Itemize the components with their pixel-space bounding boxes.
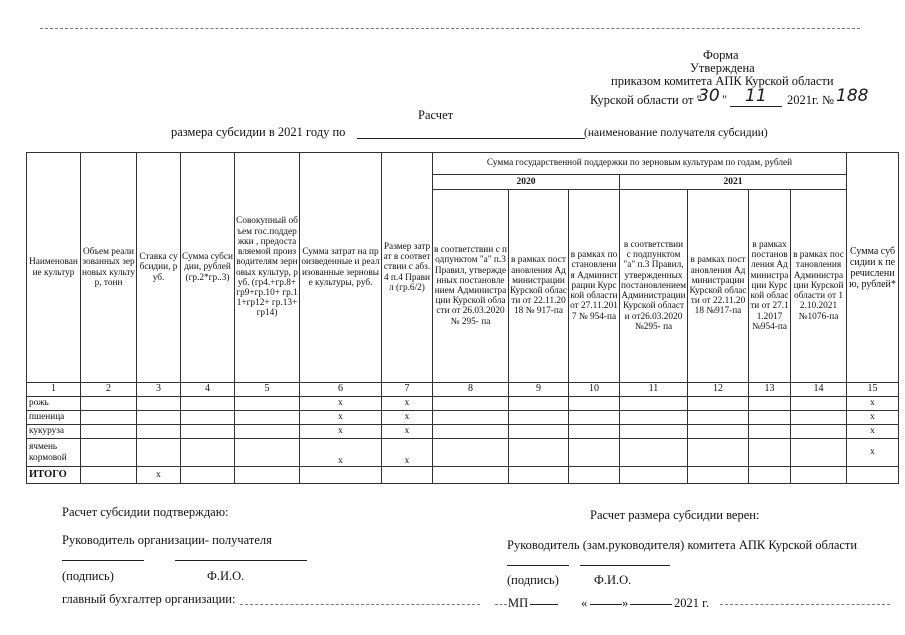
subsidy-table (26, 152, 899, 484)
right-signature-line (507, 565, 569, 566)
date-close-quote: » (622, 596, 629, 610)
column-number: 10 (569, 383, 620, 397)
column-numbers-row (27, 383, 899, 397)
subtitle-prefix: размера субсидии в 2021 году по (171, 125, 346, 139)
crop-name: кукуруза (27, 425, 81, 439)
left-fio-line (175, 560, 307, 561)
order-number: 188 (836, 86, 869, 106)
approved-label: Утверждена (690, 61, 755, 75)
cell-mark: x (382, 439, 433, 467)
left-signature-caption: (подпись) (62, 569, 114, 583)
col-header-2020-954: в рамках постановления Администрации Курской области от 27.11.2017 № 954-па (569, 190, 620, 383)
order-date-prefix: Курской области от " (590, 93, 702, 107)
table-row (27, 397, 899, 411)
cell-mark: x (300, 411, 382, 425)
table-row (27, 411, 899, 425)
cell-mark: x (382, 397, 433, 411)
cell-mark: x (300, 425, 382, 439)
left-accountant-label: главный бухгалтер организации: (62, 592, 236, 606)
column-number: 9 (509, 383, 569, 397)
col-header-2020-295: в соответствии с подпунктом "а" п.3 Правил, утвержденных постановлением Администрации Курской области от 26.03.2020 № 295- па (433, 190, 509, 383)
col-header-2021-295: в соответствии с подпунктом "а" п.3 Правил, утвержденных постановлением Администрации Курской области от26.03.2020 №295- па (620, 190, 688, 383)
column-number: 1 (27, 383, 81, 397)
column-number: 4 (181, 383, 235, 397)
year-2021-header: 2021 (620, 175, 847, 190)
crop-name: рожь (27, 397, 81, 411)
table-row (27, 439, 899, 467)
col-group-header-support: Сумма государственной поддержки по зерновым культурам по годам, рублей (433, 153, 847, 175)
col-header-2021-954: в рамках постановления Администрации Курской области от 27.11.2017 №954-па (749, 190, 791, 383)
calc-title: Расчет (418, 108, 454, 122)
year-2020-header: 2020 (433, 175, 620, 190)
right-fio-caption: Ф.И.О. (594, 573, 632, 587)
stamp-place-label: МП (508, 596, 529, 610)
date-open-quote: « (581, 596, 588, 610)
column-number: 12 (688, 383, 749, 397)
column-number: 2 (81, 383, 137, 397)
subtitle-suffix: (наименование получателя субсидии) (584, 127, 768, 139)
column-number: 15 (847, 383, 899, 397)
mp-dash-left (495, 604, 507, 605)
col-header-2020-917: в рамках постановления Администрации Курской области от 22.11.2018 № 917-па (509, 190, 569, 383)
right-confirm-label: Расчет размера субсидии верен: (590, 508, 760, 522)
cell-mark: x (847, 411, 899, 425)
cell-mark: x (137, 467, 181, 484)
cell-mark: x (382, 425, 433, 439)
col-header-cost-size: Размер затрат в соответствии с абз. 4 п.4 Правил (гр.6/2) (382, 153, 433, 383)
col-header-subsidy-sum: Сумма субсидии, рублей (гр.2*гр..3) (181, 153, 235, 383)
cell-mark: x (382, 411, 433, 425)
column-number: 3 (137, 383, 181, 397)
cell-mark: x (847, 439, 899, 467)
column-number: 7 (382, 383, 433, 397)
cell-mark: x (847, 425, 899, 439)
cell-mark: x (847, 397, 899, 411)
total-row (27, 467, 899, 484)
date-month-line (630, 604, 672, 605)
date-year-label: 2021 г. (674, 596, 709, 610)
left-confirm-label: Расчет субсидии подтверждаю: (62, 505, 229, 519)
column-number: 8 (433, 383, 509, 397)
column-number: 14 (791, 383, 847, 397)
right-head-label: Руководитель (зам.руководителя) комитета АПК Курской области (507, 538, 858, 552)
order-year-label: 2021г. № (787, 93, 834, 107)
right-bottom-line (720, 604, 890, 605)
cell-mark: x (300, 439, 382, 467)
left-head-label: Руководитель организации- получателя (62, 533, 272, 547)
order-label: приказом комитета АПК Курской области (611, 74, 834, 88)
left-accountant-line (240, 604, 480, 605)
scan-edge-line (40, 28, 860, 29)
col-header-rate: Ставка субсидии, руб. (137, 153, 181, 383)
col-header-volume: Объем реализованных зерновых культур, тонн (81, 153, 137, 383)
order-month-line (730, 106, 782, 107)
column-number: 5 (235, 383, 300, 397)
date-day-line (590, 604, 622, 605)
right-fio-line (580, 565, 670, 566)
col-header-2021-917: в рамках постановления Администрации Курской области от 22.11.2018 №917-па (688, 190, 749, 383)
recipient-name-line (357, 138, 585, 139)
column-number: 13 (749, 383, 791, 397)
crop-name: пшеница (27, 411, 81, 425)
right-signature-caption: (подпись) (507, 573, 559, 587)
order-date-day: 30 (698, 86, 720, 106)
left-fio-caption: Ф.И.О. (207, 569, 245, 583)
order-date-month: 11 (745, 86, 767, 106)
col-header-crop: Наименование культур (27, 153, 81, 383)
total-label: ИТОГО (27, 467, 81, 484)
col-header-total-support: Совокупный объем гос.поддержки , предоставляемой производителям зерновых культур, руб. (гр4.+гр.8+ гр9+гр.10+ гр.11+гр12+ гр.13+гр14) (235, 153, 300, 383)
order-date-quote: " (722, 93, 728, 107)
mp-line (530, 604, 558, 605)
col-header-2021-1076: в рамках постановления Администрации Курской области от 12.10.2021 №1076-па (791, 190, 847, 383)
cell-mark: x (300, 397, 382, 411)
col-header-costs: Сумма затрат на произведенные и реализованные зерновые культуры, руб. (300, 153, 382, 383)
left-signature-line (62, 560, 144, 561)
crop-name: ячмень кормовой (27, 439, 81, 467)
form-label: Форма (703, 48, 739, 62)
column-number: 11 (620, 383, 688, 397)
col-header-to-transfer: Сумма субсидии к перечислению, рублей* (847, 153, 899, 383)
table-row (27, 425, 899, 439)
column-number: 6 (300, 383, 382, 397)
